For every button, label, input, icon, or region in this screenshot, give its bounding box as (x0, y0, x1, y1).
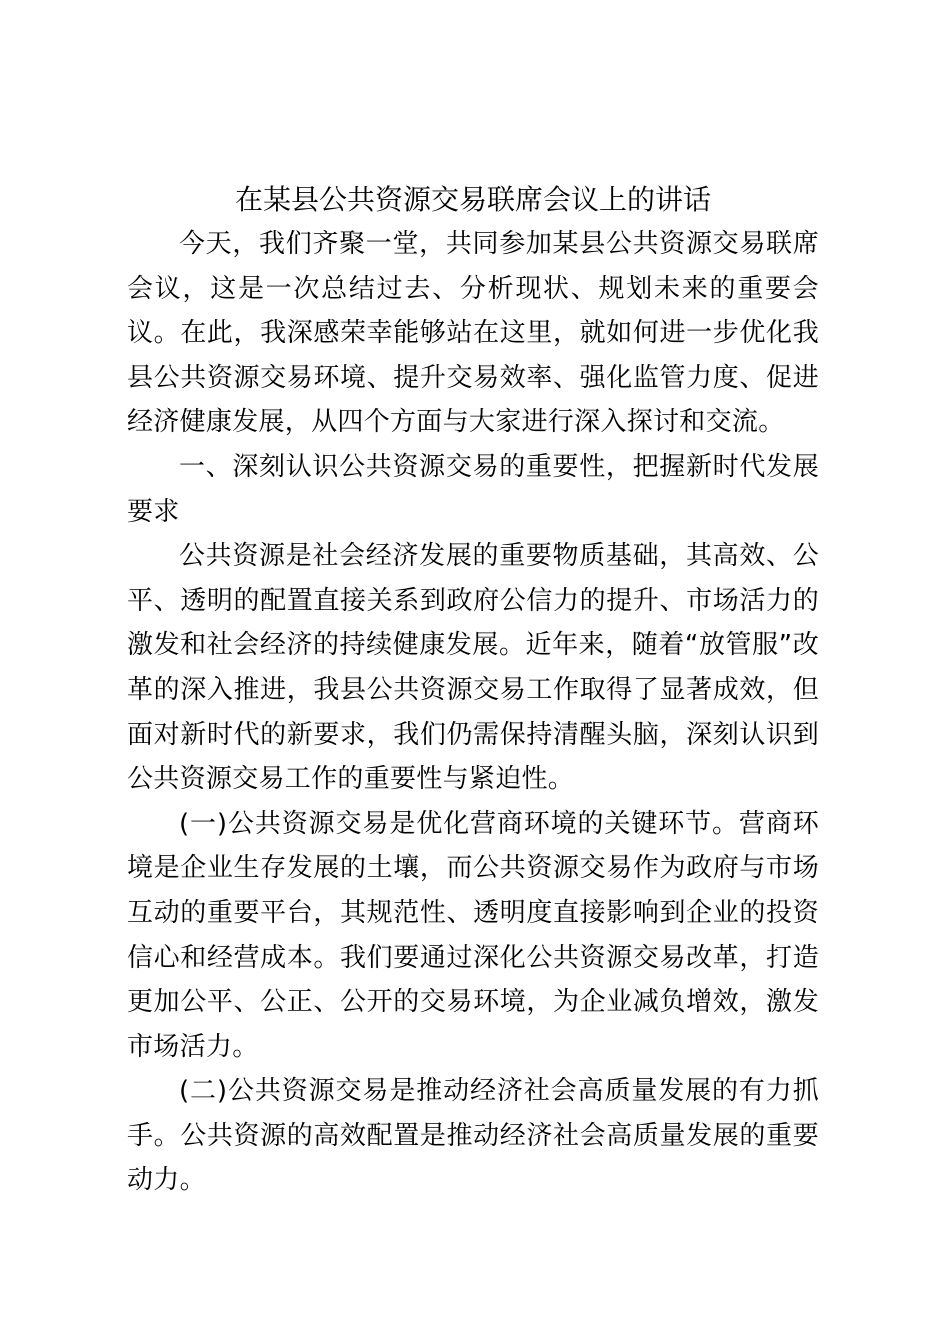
paragraph-subsection-1: (一)公共资源交易是优化营商环境的关键环节。营商环境是企业生存发展的土壤，而公共资源交易作为政府与市场互动的重要平台，其规范性、透明度直接影响到企业的投资信心和经营成本。我们要通过深化公共资源交易改革，打造更加公平、公正、公开的交易环境，为企业减负增效，激发市场活力。 (127, 808, 819, 1062)
paragraph-subsection-2: (二)公共资源交易是推动经济社会高质量发展的有力抓手。公共资源的高效配置是推动经济社会高质量发展的重要动力。 (127, 1076, 819, 1196)
paragraph-intro: 今天，我们齐聚一堂，共同参加某县公共资源交易联席会议，这是一次总结过去、分析现状、规划未来的重要会议。在此，我深感荣幸能够站在这里，就如何进一步优化我县公共资源交易环境、提升交易效率、强化监管力度、促进经济健康发展，从四个方面与大家进行深入探讨和交流。 (127, 229, 819, 438)
document-title: 在某县公共资源交易联席会议上的讲话 (234, 183, 711, 216)
document-page (127, 178, 819, 1203)
paragraph-section-1-body: 公共资源是社会经济发展的重要物质基础，其高效、公平、透明的配置直接关系到政府公信力的提升、市场活力的激发和社会经济的持续健康发展。近年来，随着“放管服”改革的深入推进，我县公共资源交易工作取得了显著成效，但面对新时代的新要求，我们仍需保持清醒头脑，深刻认识到公共资源交易工作的重要性与紧迫性。 (127, 541, 819, 795)
section-heading-1: 一、深刻认识公共资源交易的重要性，把握新时代发展要求 (127, 451, 819, 527)
